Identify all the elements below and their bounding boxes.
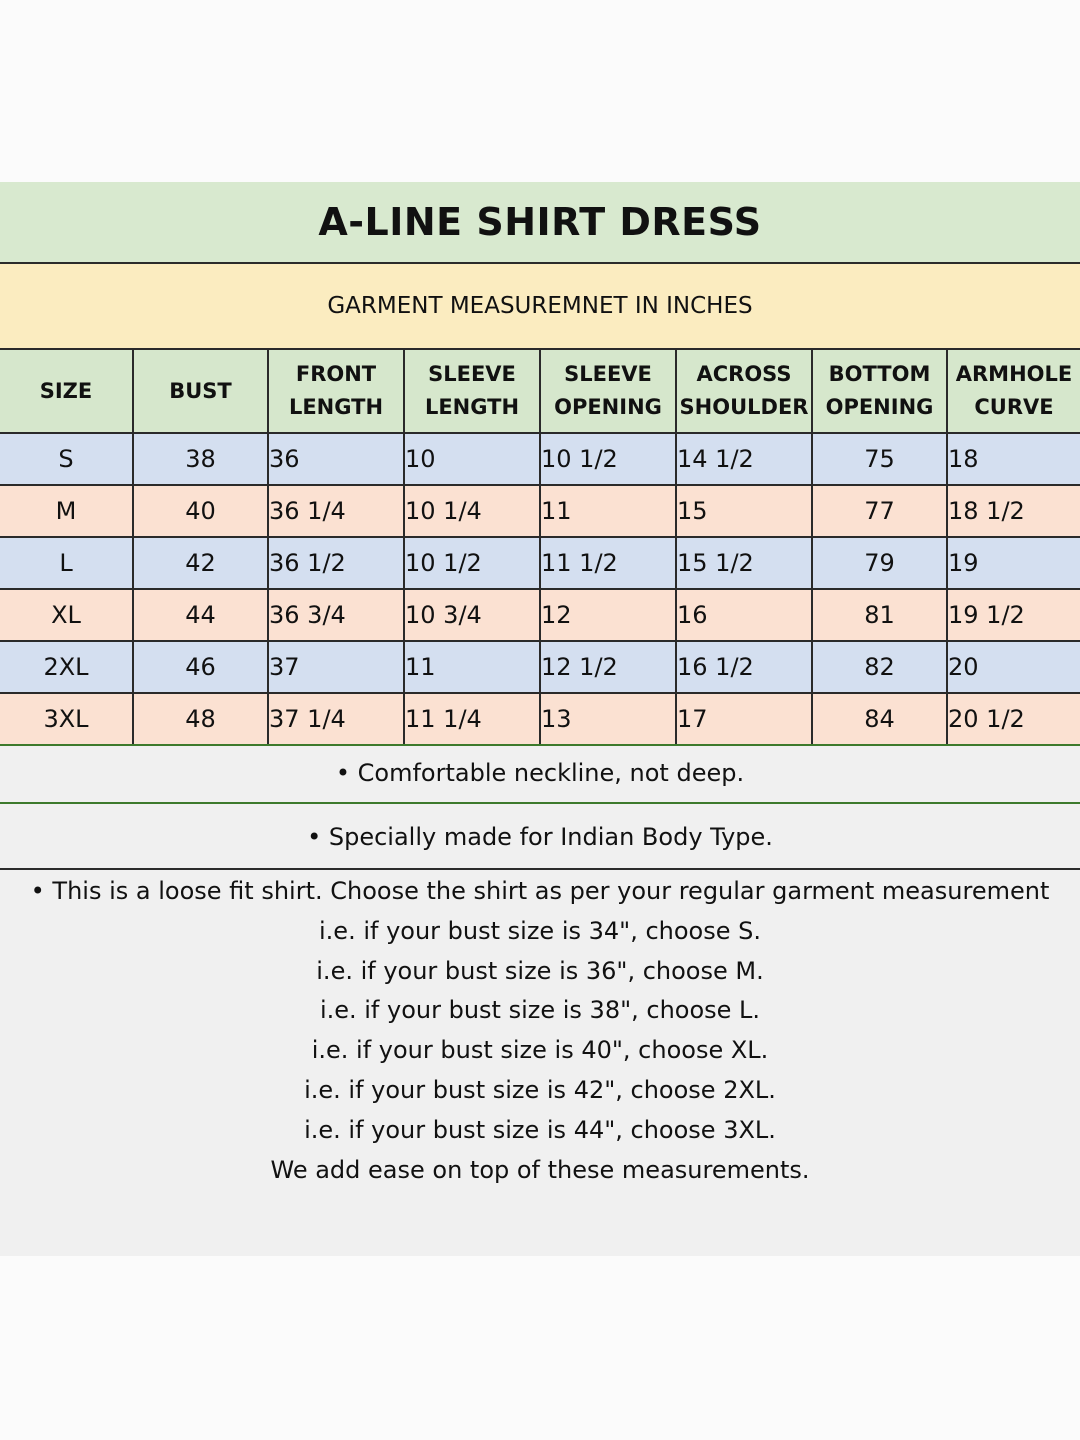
cell-armhole-curve: 20 1/2	[947, 693, 1080, 745]
fit-note-line: i.e. if your bust size is 42", choose 2XL.	[304, 1075, 776, 1104]
note-body-type	[0, 806, 1080, 870]
header-front-length: FRONT LENGTH	[268, 349, 404, 433]
measurement-table	[0, 348, 1080, 746]
cell-size: M	[0, 485, 133, 537]
cell-size: XL	[0, 589, 133, 641]
table-row	[0, 693, 1080, 745]
size-chart	[0, 182, 1080, 1256]
cell-bottom-opening: 82	[812, 641, 947, 693]
cell-bust: 42	[133, 537, 268, 589]
cell-armhole-curve: 20	[947, 641, 1080, 693]
cell-front-length: 37 1/4	[268, 693, 404, 745]
cell-across-shoulder: 15	[676, 485, 812, 537]
cell-bust: 44	[133, 589, 268, 641]
header-sleeve-opening: SLEEVE OPENING	[540, 349, 676, 433]
cell-sleeve-opening: 11 1/2	[540, 537, 676, 589]
fit-note-line: • This is a loose fit shirt. Choose the shirt as per your regular garment measurement	[30, 877, 1050, 905]
cell-size: 2XL	[0, 641, 133, 693]
cell-sleeve-length: 10 1/2	[404, 537, 540, 589]
cell-armhole-curve: 18	[947, 433, 1080, 485]
cell-sleeve-opening: 13	[540, 693, 676, 745]
fit-note-line: i.e. if your bust size is 38", choose L.	[319, 996, 761, 1025]
cell-size: S	[0, 433, 133, 485]
cell-front-length: 36 3/4	[268, 589, 404, 641]
cell-front-length: 36 1/4	[268, 485, 404, 537]
subtitle-bar	[0, 264, 1080, 348]
fit-note-line: i.e. if your bust size is 40", choose XL.	[311, 1036, 769, 1065]
header-armhole-curve: ARMHOLE CURVE	[947, 349, 1080, 433]
cell-bottom-opening: 75	[812, 433, 947, 485]
cell-bottom-opening: 77	[812, 485, 947, 537]
cell-across-shoulder: 16 1/2	[676, 641, 812, 693]
cell-front-length: 36 1/2	[268, 537, 404, 589]
cell-front-length: 36	[268, 433, 404, 485]
cell-bottom-opening: 79	[812, 537, 947, 589]
cell-armhole-curve: 19 1/2	[947, 589, 1080, 641]
table-header-row	[0, 349, 1080, 433]
cell-sleeve-length: 10 3/4	[404, 589, 540, 641]
cell-armhole-curve: 18 1/2	[947, 485, 1080, 537]
cell-sleeve-length: 10 1/4	[404, 485, 540, 537]
table-row	[0, 485, 1080, 537]
cell-sleeve-opening: 11	[540, 485, 676, 537]
cell-size: L	[0, 537, 133, 589]
header-bottom-opening: BOTTOM OPENING	[812, 349, 947, 433]
table-row	[0, 433, 1080, 485]
cell-bust: 38	[133, 433, 268, 485]
fit-guidance	[0, 872, 1080, 1190]
cell-across-shoulder: 14 1/2	[676, 433, 812, 485]
table-row	[0, 641, 1080, 693]
note-body-type-text: • Specially made for Indian Body Type.	[307, 823, 773, 851]
fit-note-line: i.e. if your bust size is 36", choose M.	[316, 956, 764, 985]
header-sleeve-length: SLEEVE LENGTH	[404, 349, 540, 433]
cell-across-shoulder: 17	[676, 693, 812, 745]
cell-size: 3XL	[0, 693, 133, 745]
cell-bust: 48	[133, 693, 268, 745]
chart-title: A-LINE SHIRT DRESS	[318, 200, 762, 244]
header-bust: BUST	[133, 349, 268, 433]
title-bar	[0, 182, 1080, 264]
note-neckline-text: • Comfortable neckline, not deep.	[335, 759, 745, 787]
cell-across-shoulder: 16	[676, 589, 812, 641]
fit-note-line: i.e. if your bust size is 44", choose 3XL.	[304, 1115, 776, 1144]
cell-sleeve-opening: 12	[540, 589, 676, 641]
cell-armhole-curve: 19	[947, 537, 1080, 589]
cell-sleeve-length: 10	[404, 433, 540, 485]
header-across-shoulder: ACROSS SHOULDER	[676, 349, 812, 433]
cell-sleeve-opening: 12 1/2	[540, 641, 676, 693]
chart-subtitle: GARMENT MEASUREMNET IN INCHES	[327, 293, 753, 319]
cell-front-length: 37	[268, 641, 404, 693]
table-row	[0, 589, 1080, 641]
fit-note-line: i.e. if your bust size is 34", choose S.	[319, 916, 761, 945]
header-size: SIZE	[0, 349, 133, 433]
cell-bottom-opening: 84	[812, 693, 947, 745]
cell-bust: 46	[133, 641, 268, 693]
table-row	[0, 537, 1080, 589]
cell-across-shoulder: 15 1/2	[676, 537, 812, 589]
cell-sleeve-opening: 10 1/2	[540, 433, 676, 485]
cell-bottom-opening: 81	[812, 589, 947, 641]
cell-bust: 40	[133, 485, 268, 537]
fit-note-line: We add ease on top of these measurements.	[270, 1155, 810, 1184]
cell-sleeve-length: 11	[404, 641, 540, 693]
note-neckline	[0, 744, 1080, 804]
cell-sleeve-length: 11 1/4	[404, 693, 540, 745]
